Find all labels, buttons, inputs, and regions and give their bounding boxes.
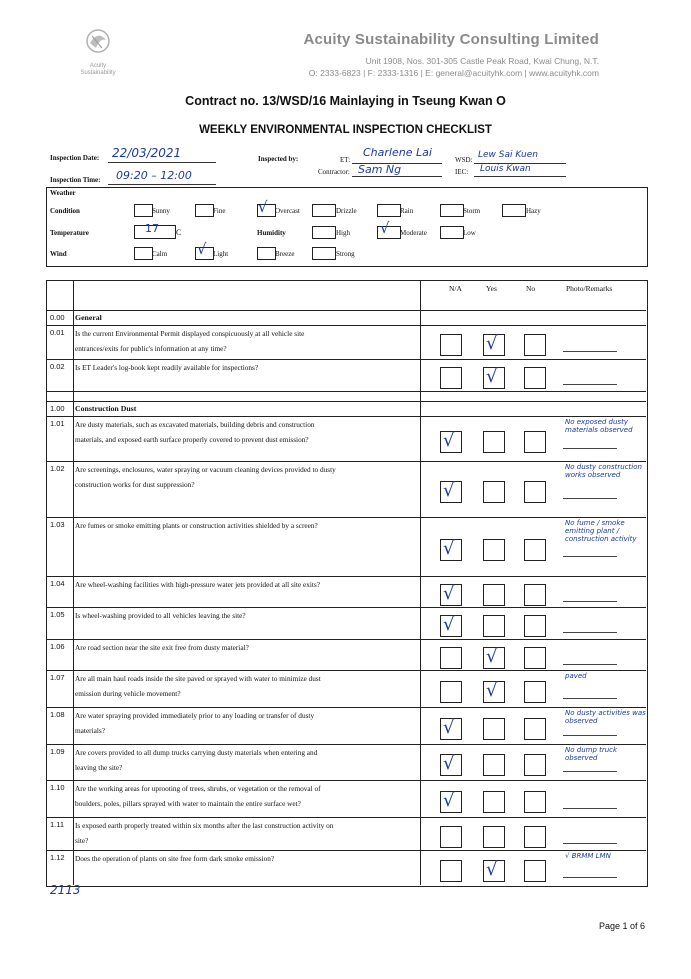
item-number: 1.06	[50, 642, 65, 651]
condition-fine-label: Fine	[213, 207, 226, 215]
iec-value[interactable]: Louis Kwan	[480, 164, 531, 174]
condition-sunny-label: Sunny	[152, 207, 170, 215]
condition-fine-checkbox[interactable]	[195, 204, 214, 217]
item-number: 1.03	[50, 520, 65, 529]
item-number: 1.04	[50, 579, 65, 588]
page-number: Page 1 of 6	[598, 921, 645, 931]
contractor-label: Contractor:	[318, 168, 350, 176]
question-line: Are fumes or smoke emitting plants or construction activities shielded by a screen?	[75, 521, 318, 530]
wind-strong-label: Strong	[336, 250, 355, 258]
answer-tick: √	[486, 859, 498, 880]
condition-drizzle-checkbox[interactable]	[312, 204, 336, 217]
section-number: 1.00	[50, 404, 65, 413]
inspection-time-label: Inspection Time:	[50, 176, 101, 184]
item-number: 1.07	[50, 673, 65, 682]
section-title: General	[75, 313, 102, 322]
item-number: 1.01	[50, 419, 65, 428]
inspection-time-line	[108, 184, 216, 185]
wind-breeze-label: Breeze	[275, 250, 295, 258]
company-contact: O: 2333-6823 | F: 2333-1316 | E: general@acuityhk.com | www.acuityhk.com	[308, 68, 599, 78]
inspection-date-line	[108, 162, 216, 163]
answer-tick: √	[486, 333, 498, 354]
company-logo	[78, 26, 118, 78]
answer-tick: √	[443, 790, 455, 811]
temperature-value: 17	[145, 222, 159, 235]
wsd-value[interactable]: Lew Sai Kuen	[478, 150, 538, 160]
answer-tick: √	[486, 680, 498, 701]
question-line: Are wheel-washing facilities with high-pressure water jets provided at all site exits?	[75, 580, 320, 589]
humidity-low-label: Low	[463, 229, 476, 237]
company-name: Acuity Sustainability Consulting Limited	[303, 31, 599, 48]
col-divider-question	[420, 280, 421, 885]
section-number: 0.00	[50, 313, 65, 322]
checklist-title: WEEKLY ENVIRONMENTAL INSPECTION CHECKLIST	[199, 124, 492, 136]
remark-text[interactable]: No fume / smoke emitting plant / construction activity	[565, 519, 637, 543]
iec-line	[474, 176, 566, 177]
col-header-yes: Yes	[486, 284, 497, 293]
condition-hazy-checkbox[interactable]	[502, 204, 526, 217]
item-number: 1.11	[50, 820, 65, 829]
item-number: 1.05	[50, 610, 65, 619]
humidity-high-label: High	[336, 229, 350, 237]
inspection-time-value[interactable]: 09:20 – 12:00	[116, 169, 192, 182]
answer-tick: √	[443, 583, 455, 604]
wind-light-tick: √	[197, 240, 207, 258]
col-header-remarks: Photo/Remarks	[566, 284, 613, 293]
wsd-label: WSD:	[455, 156, 473, 164]
condition-storm-label: Storm	[463, 207, 481, 215]
logo-emblem-icon	[78, 26, 118, 58]
question-line: Are the working areas for uprooting of trees, shrubs, or vegetation or the removal of	[75, 784, 321, 793]
question-line: Are screenings, enclosures, water spraying or vacuum cleaning devices provided to dusty	[75, 465, 336, 474]
wind-strong-checkbox[interactable]	[312, 247, 336, 260]
remark-text[interactable]: No exposed dusty materials observed	[565, 418, 633, 434]
section-title: Construction Dust	[75, 404, 137, 413]
item-number: 1.12	[50, 853, 65, 862]
wind-breeze-checkbox[interactable]	[257, 247, 276, 260]
condition-overcast-label: Overcast	[275, 207, 300, 215]
humidity-moderate-tick: √	[380, 219, 390, 237]
inspection-date-label: Inspection Date:	[50, 154, 100, 162]
wind-label: Wind	[50, 250, 67, 258]
question-line: emission during vehicle movement?	[75, 689, 181, 698]
temperature-label: Temperature	[50, 229, 89, 237]
answer-tick: √	[443, 480, 455, 501]
question-line: Are dusty materials, such as excavated materials, building debris and construction	[75, 420, 315, 429]
humidity-low-checkbox[interactable]	[440, 226, 464, 239]
condition-overcast-tick: √	[258, 198, 268, 216]
question-line: construction works for dust suppression?	[75, 480, 195, 489]
question-line: Is the current Environmental Permit displayed conspicuously at all vehicle site	[75, 329, 305, 338]
inspected-by-label: Inspected by:	[258, 155, 299, 163]
humidity-moderate-label: Moderate	[400, 229, 427, 237]
question-line: Are all main haul roads inside the site paved or sprayed with water to minimize dust	[75, 674, 321, 683]
remark-text[interactable]: No dump truck observed	[565, 746, 618, 762]
table-frame	[46, 280, 648, 887]
et-value[interactable]: Charlene Lai	[363, 146, 432, 159]
question-line: Are covers provided to all dump trucks carrying dusty materials when entering and	[75, 748, 318, 757]
inspection-date-value[interactable]: 22/03/2021	[112, 146, 182, 160]
question-line: materials?	[75, 726, 105, 735]
remark-text[interactable]: √ BRMM LMN	[565, 852, 611, 860]
col-header-na: N/A	[449, 284, 462, 293]
item-number: 1.02	[50, 464, 65, 473]
condition-drizzle-label: Drizzle	[336, 207, 357, 215]
condition-rain-checkbox[interactable]	[377, 204, 401, 217]
remark-text[interactable]: No dusty activities was observed	[565, 709, 646, 725]
contract-title: Contract no. 13/WSD/16 Mainlaying in Tseung Kwan O	[185, 94, 506, 108]
answer-tick: √	[443, 538, 455, 559]
answer-tick: √	[486, 646, 498, 667]
item-number: 0.02	[50, 362, 65, 371]
wind-light-label: Light	[213, 250, 229, 258]
item-number: 1.08	[50, 710, 65, 719]
condition-sunny-checkbox[interactable]	[134, 204, 153, 217]
temperature-unit: C	[176, 228, 182, 237]
remark-text[interactable]: paved	[565, 672, 587, 680]
humidity-label: Humidity	[257, 229, 286, 237]
answer-tick: √	[443, 753, 455, 774]
question-line: Is exposed earth properly treated within six months after the last construction activity on	[75, 821, 334, 830]
question-line: materials, and exposed earth surface properly covered to prevent dust emission?	[75, 435, 309, 444]
col-divider-number	[73, 280, 74, 885]
condition-rain-label: Rain	[400, 207, 414, 215]
answer-tick: √	[443, 614, 455, 635]
logo-text-1: Acuity	[89, 63, 107, 69]
humidity-high-checkbox[interactable]	[312, 226, 336, 239]
wind-calm-checkbox[interactable]	[134, 247, 153, 260]
remark-text[interactable]: No dusty construction works observed	[565, 463, 642, 479]
item-number: 1.10	[50, 783, 65, 792]
answer-tick: √	[443, 430, 455, 451]
question-line: Does the operation of plants on site free form dark smoke emission?	[75, 854, 275, 863]
item-number: 1.09	[50, 747, 65, 756]
question-line: Is ET Leader's log-book kept readily available for inspections?	[75, 363, 259, 372]
question-line: Are road section near the site exit free from dusty material?	[75, 643, 249, 652]
condition-hazy-label: Hazy	[526, 207, 541, 215]
contractor-line	[352, 176, 442, 177]
question-line: boulders, poles, pillars sprayed with water to maintain the entire surface wet?	[75, 799, 301, 808]
weather-label: Weather	[50, 189, 76, 197]
question-line: site?	[75, 836, 89, 845]
question-line: entrances/exits for public's information at any time?	[75, 344, 227, 353]
condition-label: Condition	[50, 207, 80, 215]
col-header-no: No	[526, 284, 536, 293]
condition-storm-checkbox[interactable]	[440, 204, 464, 217]
question-line: leaving the site?	[75, 763, 123, 772]
question-line: Are water spraying provided immediately prior to any loading or transfer of dusty	[75, 711, 315, 720]
question-line: Is wheel-washing provided to all vehicles leaving the site?	[75, 611, 246, 620]
answer-tick: √	[486, 366, 498, 387]
contractor-value[interactable]: Sam Ng	[358, 163, 402, 176]
et-label: ET:	[340, 156, 351, 164]
iec-label: IEC:	[455, 168, 469, 176]
wind-calm-label: Calm	[152, 250, 168, 258]
answer-tick: √	[443, 717, 455, 738]
logo-text-2: Sustainability	[80, 70, 116, 76]
signature: 2113	[50, 883, 81, 897]
item-number: 0.01	[50, 328, 65, 337]
company-address: Unit 1908, Nos. 301-305 Castle Peak Road, Kwai Chung, N.T.	[365, 56, 599, 66]
